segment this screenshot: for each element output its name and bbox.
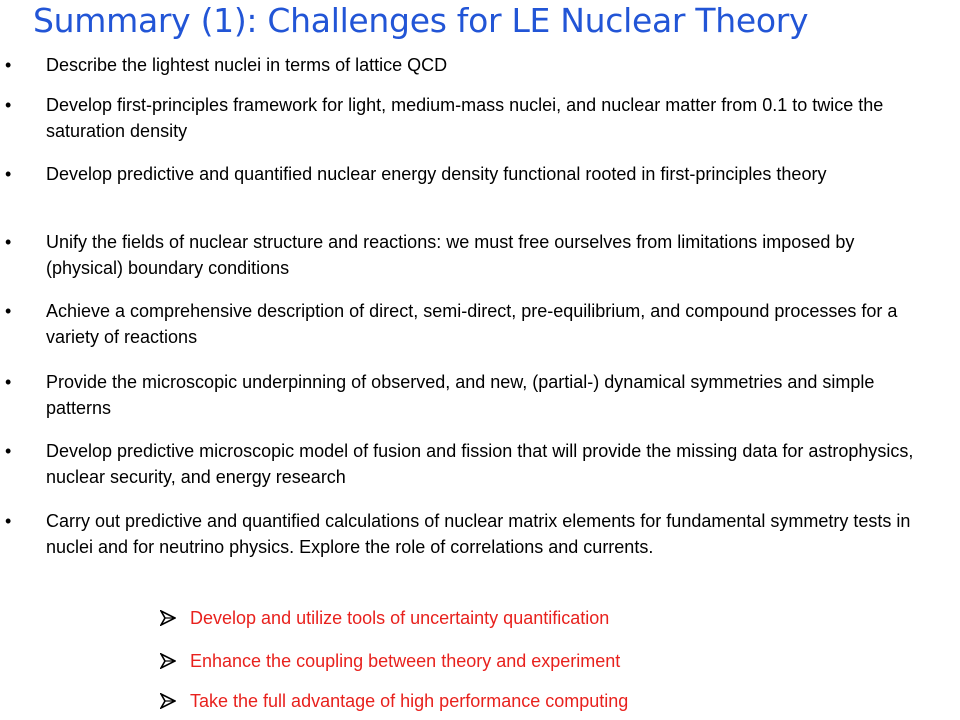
slide-title: Summary (1): Challenges for LE Nuclear Theory xyxy=(33,1,809,40)
bullet-text: Develop predictive and quantified nuclear energy density functional rooted in first-principles theory xyxy=(46,164,827,184)
bullet-dot: • xyxy=(5,55,12,75)
bullet-text: Unify the fields of nuclear structure and reactions: we must free ourselves from limitations imposed by (physical) boundary conditions xyxy=(46,232,855,278)
arrow-bullet-icon xyxy=(160,693,176,709)
bullet-text: Develop predictive microscopic model of fusion and fission that will provide the missing data for astrophysics, nuclear security, and energy research xyxy=(46,441,914,487)
action-item xyxy=(160,688,920,714)
bullet-dot: • xyxy=(5,511,12,531)
action-item xyxy=(160,605,920,631)
bullet-dot: • xyxy=(5,95,12,115)
arrow-bullet-icon xyxy=(160,653,176,669)
bullet-dot: • xyxy=(5,232,12,252)
bullet-text: Carry out predictive and quantified calculations of nuclear matrix elements for fundamental symmetry tests in nuclei and for neutrino physics. Explore the role of correlations and currents. xyxy=(46,511,911,557)
bullet-text: Provide the microscopic underpinning of observed, and new, (partial-) dynamical symmetries and simple patterns xyxy=(46,372,875,418)
bullet-text: Develop first-principles framework for light, medium-mass nuclei, and nuclear matter from 0.1 to twice the saturation density xyxy=(46,95,884,141)
bullet-text: Describe the lightest nuclei in terms of lattice QCD xyxy=(46,55,448,75)
action-text: Enhance the coupling between theory and experiment xyxy=(190,651,621,671)
bullet-dot: • xyxy=(5,164,12,184)
bullet-dot: • xyxy=(5,372,12,392)
action-item xyxy=(160,648,920,674)
bullet-dot: • xyxy=(5,301,12,321)
action-text: Take the full advantage of high performance computing xyxy=(190,691,629,711)
arrow-bullet-icon xyxy=(160,610,176,626)
action-text: Develop and utilize tools of uncertainty quantification xyxy=(190,608,610,628)
bullet-text: Achieve a comprehensive description of direct, semi-direct, pre-equilibrium, and compound processes for a variety of reactions xyxy=(46,301,898,347)
bullet-dot: • xyxy=(5,441,12,461)
